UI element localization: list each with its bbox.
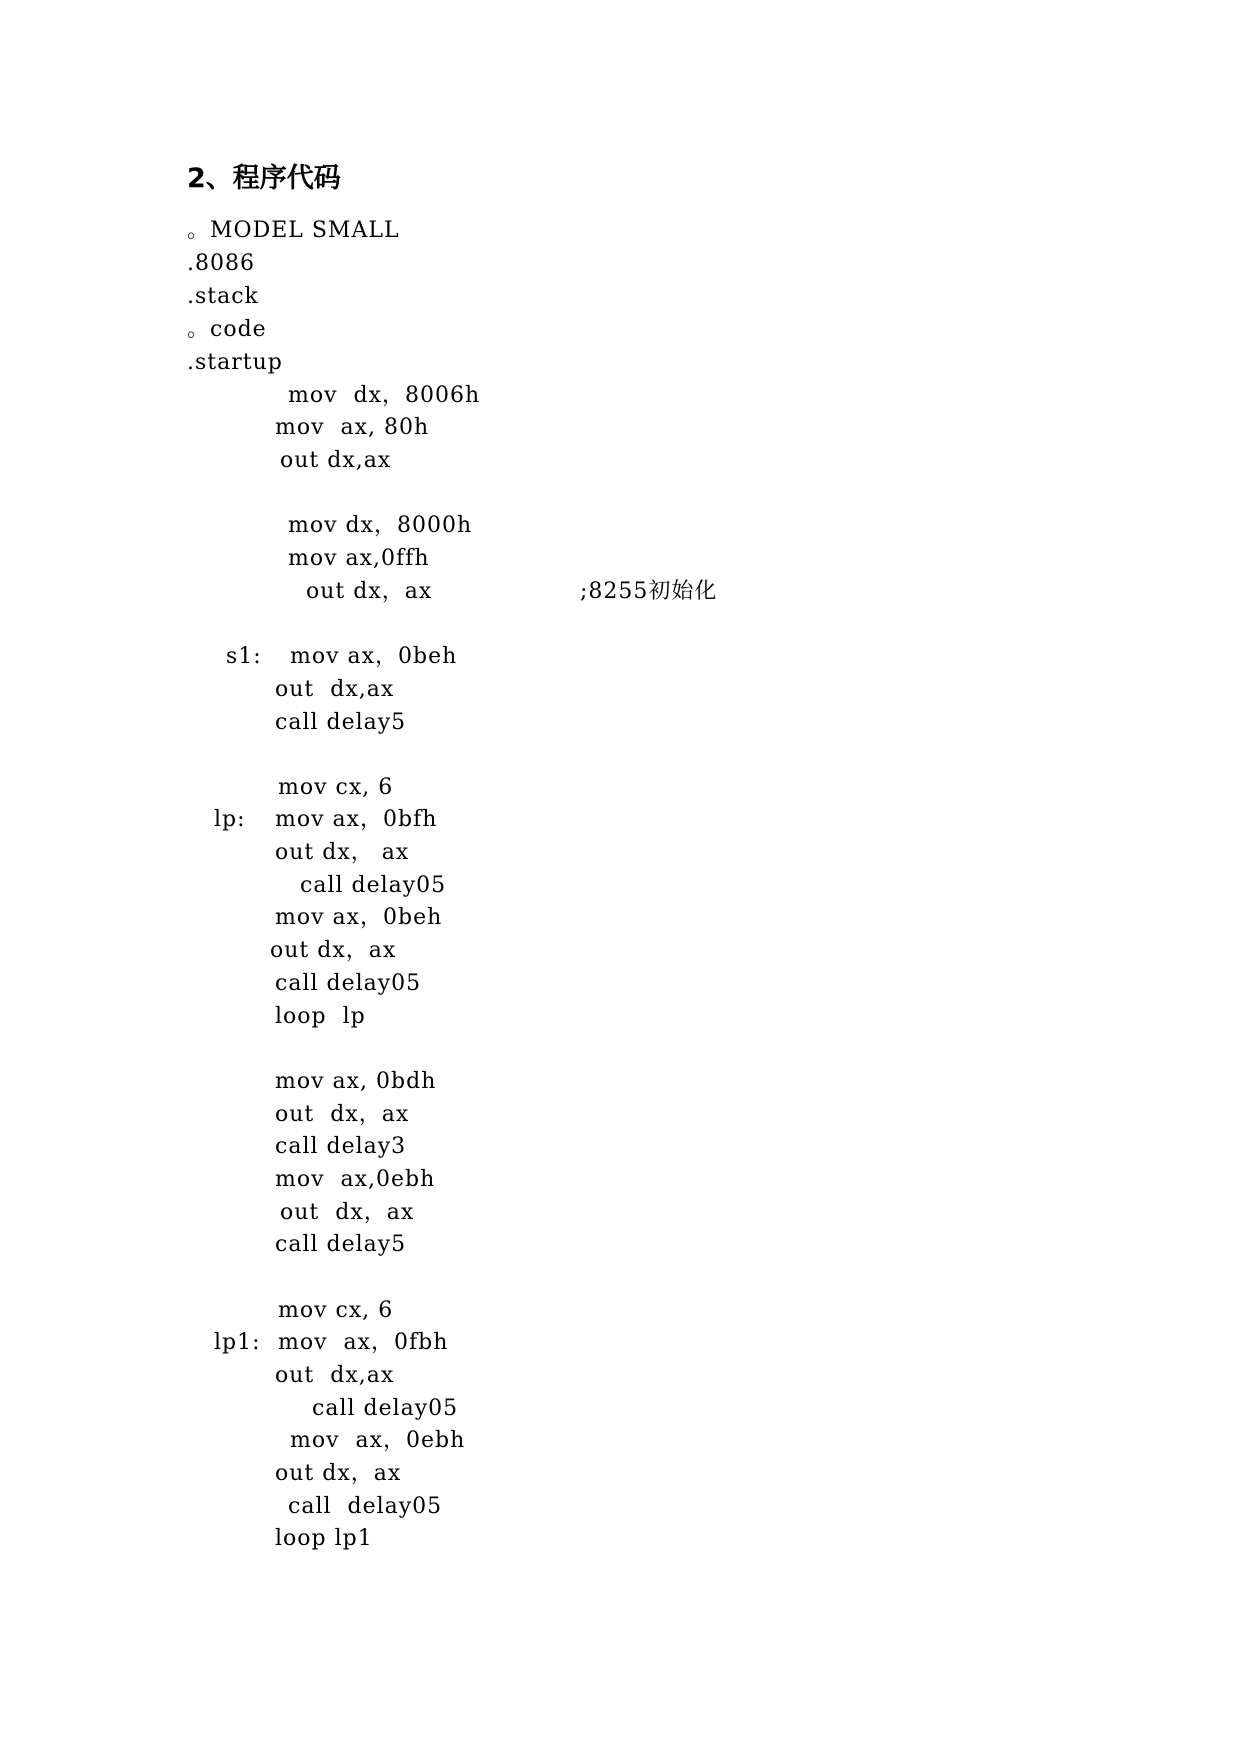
- code-line: mov ax,0ffh: [288, 546, 430, 571]
- code-comment: ;8255初始化: [580, 579, 718, 604]
- code-line: mov cx, 6: [278, 1298, 394, 1323]
- code-line: call delay05: [288, 1494, 443, 1519]
- code-line-model: 。MODEL SMALL: [187, 218, 400, 243]
- code-line: call delay05: [275, 971, 422, 996]
- code-line: mov ax，0fbh: [278, 1330, 449, 1355]
- code-line: call delay05: [300, 873, 447, 898]
- code-line: out dx，ax: [270, 938, 397, 963]
- code-line: out dx,ax: [275, 1363, 395, 1388]
- code-line: mov cx, 6: [278, 775, 394, 800]
- code-line: call delay5: [275, 710, 407, 735]
- code-line-8086: .8086: [187, 251, 255, 276]
- code-line: mov dx，8000h: [288, 513, 473, 538]
- code-line: mov ax, 0bdh: [275, 1069, 437, 1094]
- code-line: out dx，ax: [306, 579, 433, 604]
- code-line: call delay05: [312, 1396, 459, 1421]
- code-line: loop lp1: [275, 1526, 373, 1551]
- code-line: mov ax，0ebh: [290, 1428, 466, 1453]
- code-label: lp1:: [214, 1330, 261, 1355]
- code-line-code: 。code: [187, 317, 267, 342]
- code-label: lp:: [214, 807, 246, 832]
- code-line: mov ax，0bfh: [275, 807, 438, 832]
- code-line: mov ax，0beh: [290, 644, 458, 669]
- code-line: out dx,ax: [275, 677, 395, 702]
- code-line: out dx，ax: [275, 1102, 410, 1127]
- code-line: loop lp: [275, 1004, 366, 1029]
- code-line-stack: .stack: [187, 284, 259, 309]
- code-line: call delay5: [275, 1232, 407, 1257]
- code-line: call delay3: [275, 1134, 407, 1159]
- code-line: out dx,ax: [280, 448, 392, 473]
- code-line: mov ax, 80h: [275, 415, 430, 440]
- code-line: out dx，ax: [275, 1461, 402, 1486]
- code-line: mov dx，8006h: [288, 383, 481, 408]
- code-line: mov ax，0beh: [275, 905, 443, 930]
- section-title: 2、程序代码: [187, 163, 341, 194]
- code-line: mov ax,0ebh: [275, 1167, 436, 1192]
- code-line: out dx，ax: [280, 1200, 415, 1225]
- code-label: s1:: [226, 644, 262, 669]
- code-line: out dx， ax: [275, 840, 410, 865]
- code-line-startup: .startup: [187, 350, 283, 375]
